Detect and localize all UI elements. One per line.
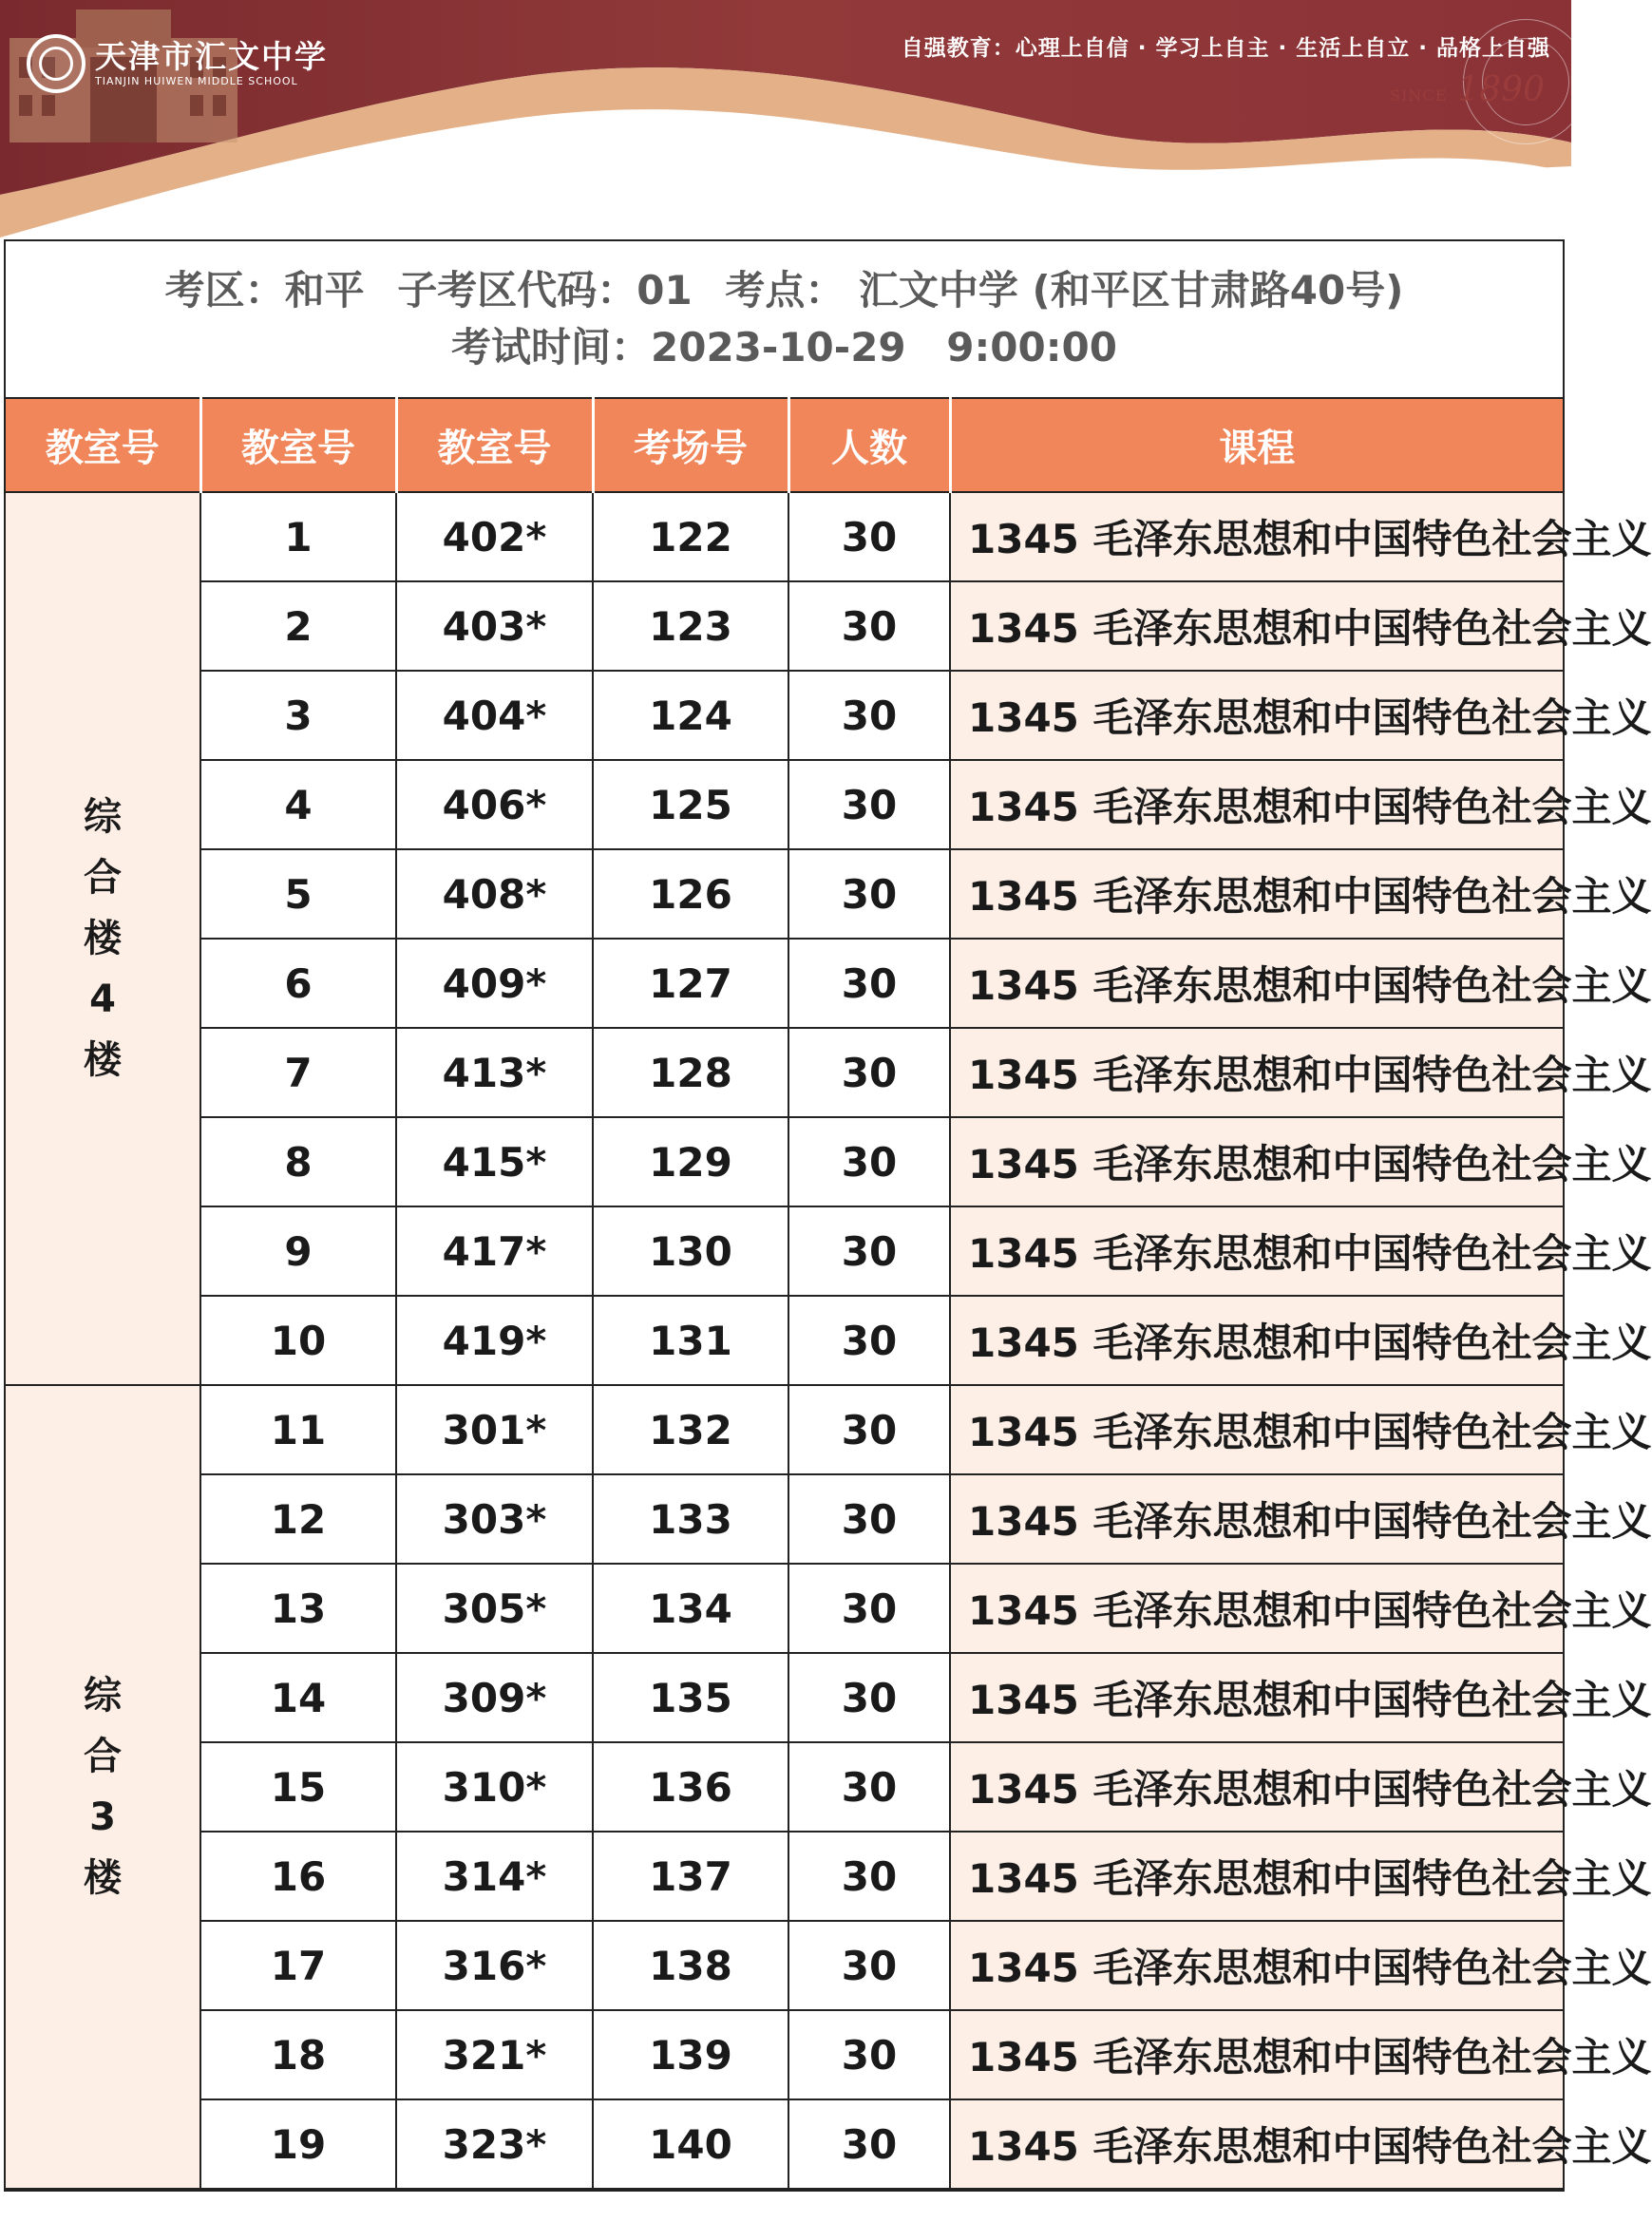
course-cell: 1345 毛泽东思想和中国特色社会主义 <box>950 760 1563 849</box>
exam-hall-cell: 132 <box>593 1385 788 1474</box>
course-cell: 1345 毛泽东思想和中国特色社会主义 <box>950 939 1563 1028</box>
course-cell: 1345 毛泽东思想和中国特色社会主义 <box>950 2010 1563 2099</box>
exam-district: 考区：和平 <box>164 267 365 313</box>
classroom-cell: 314* <box>396 1832 593 1921</box>
exam-site: 考点： 汇文中学 (和平区甘肃路40号) <box>725 267 1404 313</box>
seat-number-cell: 5 <box>200 849 396 939</box>
classroom-cell: 323* <box>396 2099 593 2189</box>
exam-hall-cell: 130 <box>593 1206 788 1296</box>
building-label-char: 4 <box>89 978 116 1021</box>
course-cell: 1345 毛泽东思想和中国特色社会主义 <box>950 492 1563 581</box>
exam-hall-cell: 140 <box>593 2099 788 2189</box>
building-label-char: 楼 <box>84 1038 122 1082</box>
headcount-cell: 30 <box>788 581 950 671</box>
classroom-cell: 301* <box>396 1385 593 1474</box>
seat-number-cell: 14 <box>200 1653 396 1742</box>
headcount-cell: 30 <box>788 671 950 760</box>
course-cell: 1345 毛泽东思想和中国特色社会主义 <box>950 1653 1563 1742</box>
exam-hall-cell: 128 <box>593 1028 788 1117</box>
column-header: 课程 <box>950 398 1563 492</box>
since-badge <box>1390 70 1545 109</box>
school-seal-icon <box>27 34 85 93</box>
exam-hall-cell: 133 <box>593 1474 788 1564</box>
since-label: SINCE <box>1390 86 1448 104</box>
exam-hall-cell: 122 <box>593 492 788 581</box>
headcount-cell: 30 <box>788 939 950 1028</box>
course-cell: 1345 毛泽东思想和中国特色社会主义 <box>950 1385 1563 1474</box>
building-label-char: 3 <box>89 1795 116 1839</box>
seat-number-cell: 3 <box>200 671 396 760</box>
table-row <box>6 1385 1563 1474</box>
exam-hall-cell: 136 <box>593 1742 788 1832</box>
seat-number-cell: 13 <box>200 1564 396 1653</box>
exam-hall-cell: 127 <box>593 939 788 1028</box>
column-header: 教室号 <box>200 398 396 492</box>
column-header: 教室号 <box>6 398 200 492</box>
table-row <box>6 1206 1563 1296</box>
exam-hall-cell: 126 <box>593 849 788 939</box>
column-header: 人数 <box>788 398 950 492</box>
seat-number-cell: 6 <box>200 939 396 1028</box>
building-label-char: 综 <box>84 1674 122 1718</box>
table-row <box>6 2010 1563 2099</box>
course-cell: 1345 毛泽东思想和中国特色社会主义 <box>950 1117 1563 1206</box>
headcount-cell: 30 <box>788 2010 950 2099</box>
exam-time-line <box>6 319 1563 376</box>
classroom-cell: 310* <box>396 1742 593 1832</box>
headcount-cell: 30 <box>788 492 950 581</box>
building-label <box>6 492 200 1385</box>
course-cell: 1345 毛泽东思想和中国特色社会主义 <box>950 1564 1563 1653</box>
exam-info <box>6 241 1563 397</box>
exam-site-line <box>6 262 1563 319</box>
course-cell: 1345 毛泽东思想和中国特色社会主义 <box>950 1742 1563 1832</box>
seat-number-cell: 10 <box>200 1296 396 1385</box>
classroom-cell: 303* <box>396 1474 593 1564</box>
course-cell: 1345 毛泽东思想和中国特色社会主义 <box>950 1206 1563 1296</box>
headcount-cell: 30 <box>788 1653 950 1742</box>
table-row <box>6 1474 1563 1564</box>
headcount-cell: 30 <box>788 1921 950 2010</box>
classroom-cell: 417* <box>396 1206 593 1296</box>
course-cell: 1345 毛泽东思想和中国特色社会主义 <box>950 2099 1563 2189</box>
table-row <box>6 1296 1563 1385</box>
seat-number-cell: 12 <box>200 1474 396 1564</box>
school-name-cn: 天津市汇文中学 <box>95 38 328 75</box>
seat-number-cell: 4 <box>200 760 396 849</box>
seat-number-cell: 18 <box>200 2010 396 2099</box>
seat-number-cell: 8 <box>200 1117 396 1206</box>
exam-room-table <box>6 397 1652 2190</box>
seat-number-cell: 2 <box>200 581 396 671</box>
header-banner <box>0 0 1571 237</box>
building-label-char: 楼 <box>84 1856 122 1900</box>
table-row <box>6 939 1563 1028</box>
building-label-char: 楼 <box>84 917 122 960</box>
course-cell: 1345 毛泽东思想和中国特色社会主义 <box>950 671 1563 760</box>
table-row <box>6 849 1563 939</box>
seat-number-cell: 16 <box>200 1832 396 1921</box>
headcount-cell: 30 <box>788 1564 950 1653</box>
exam-hall-cell: 131 <box>593 1296 788 1385</box>
course-cell: 1345 毛泽东思想和中国特色社会主义 <box>950 1921 1563 2010</box>
headcount-cell: 30 <box>788 760 950 849</box>
exam-hall-cell: 137 <box>593 1832 788 1921</box>
school-name-en: TIANJIN HUIWEN MIDDLE SCHOOL <box>95 75 298 87</box>
classroom-cell: 316* <box>396 1921 593 2010</box>
classroom-cell: 404* <box>396 671 593 760</box>
table-row <box>6 760 1563 849</box>
headcount-cell: 30 <box>788 2099 950 2189</box>
headcount-cell: 30 <box>788 1385 950 1474</box>
headcount-cell: 30 <box>788 1474 950 1564</box>
classroom-cell: 406* <box>396 760 593 849</box>
building-label-char: 合 <box>84 856 122 900</box>
headcount-cell: 30 <box>788 1117 950 1206</box>
seat-number-cell: 9 <box>200 1206 396 1296</box>
seat-number-cell: 1 <box>200 492 396 581</box>
exam-hall-cell: 124 <box>593 671 788 760</box>
sub-district-code: 子考区代码：01 <box>397 267 693 313</box>
course-cell: 1345 毛泽东思想和中国特色社会主义 <box>950 1028 1563 1117</box>
building-label-char: 合 <box>84 1735 122 1778</box>
classroom-cell: 419* <box>396 1296 593 1385</box>
exam-hall-cell: 134 <box>593 1564 788 1653</box>
headcount-cell: 30 <box>788 849 950 939</box>
classroom-cell: 403* <box>396 581 593 671</box>
course-cell: 1345 毛泽东思想和中国特色社会主义 <box>950 1832 1563 1921</box>
table-row <box>6 1117 1563 1206</box>
table-row <box>6 2099 1563 2189</box>
classroom-cell: 415* <box>396 1117 593 1206</box>
exam-room-sheet <box>4 239 1652 2192</box>
exam-hall-cell: 138 <box>593 1921 788 2010</box>
table-row <box>6 581 1563 671</box>
building-label <box>6 1385 200 2189</box>
table-row <box>6 492 1563 581</box>
classroom-cell: 402* <box>396 492 593 581</box>
table-row <box>6 1653 1563 1742</box>
exam-hall-cell: 135 <box>593 1653 788 1742</box>
seat-number-cell: 19 <box>200 2099 396 2189</box>
table-row <box>6 1832 1563 1921</box>
headcount-cell: 30 <box>788 1028 950 1117</box>
table-body <box>6 492 1652 2189</box>
building-label-char: 综 <box>84 795 122 839</box>
course-cell: 1345 毛泽东思想和中国特色社会主义 <box>950 1296 1563 1385</box>
exam-time-value: 9:00:00 <box>946 324 1117 370</box>
headcount-cell: 30 <box>788 1206 950 1296</box>
since-year: 1890 <box>1457 70 1545 109</box>
column-header: 考场号 <box>593 398 788 492</box>
table-header-row <box>6 398 1563 492</box>
headcount-cell: 30 <box>788 1742 950 1832</box>
table-row <box>6 1564 1563 1653</box>
exam-hall-cell: 129 <box>593 1117 788 1206</box>
course-cell: 1345 毛泽东思想和中国特色社会主义 <box>950 849 1563 939</box>
course-cell: 1345 毛泽东思想和中国特色社会主义 <box>950 581 1563 671</box>
seat-number-cell: 17 <box>200 1921 396 2010</box>
table-row <box>6 1028 1563 1117</box>
classroom-cell: 408* <box>396 849 593 939</box>
seat-number-cell: 7 <box>200 1028 396 1117</box>
table-row <box>6 1921 1563 2010</box>
headcount-cell: 30 <box>788 1832 950 1921</box>
classroom-cell: 305* <box>396 1564 593 1653</box>
column-header: 教室号 <box>396 398 593 492</box>
school-motto: 自强教育：心理上自信 · 学习上自主 · 生活上自立 · 品格上自强 <box>901 36 1550 61</box>
classroom-cell: 321* <box>396 2010 593 2099</box>
classroom-cell: 409* <box>396 939 593 1028</box>
seat-number-cell: 15 <box>200 1742 396 1832</box>
headcount-cell: 30 <box>788 1296 950 1385</box>
classroom-cell: 309* <box>396 1653 593 1742</box>
classroom-cell: 413* <box>396 1028 593 1117</box>
course-cell: 1345 毛泽东思想和中国特色社会主义 <box>950 1474 1563 1564</box>
table-row <box>6 671 1563 760</box>
exam-hall-cell: 139 <box>593 2010 788 2099</box>
exam-time-label: 考试时间：2023-10-29 <box>451 324 906 370</box>
table-row <box>6 1742 1563 1832</box>
school-logo <box>27 34 328 93</box>
exam-hall-cell: 123 <box>593 581 788 671</box>
seat-number-cell: 11 <box>200 1385 396 1474</box>
exam-hall-cell: 125 <box>593 760 788 849</box>
